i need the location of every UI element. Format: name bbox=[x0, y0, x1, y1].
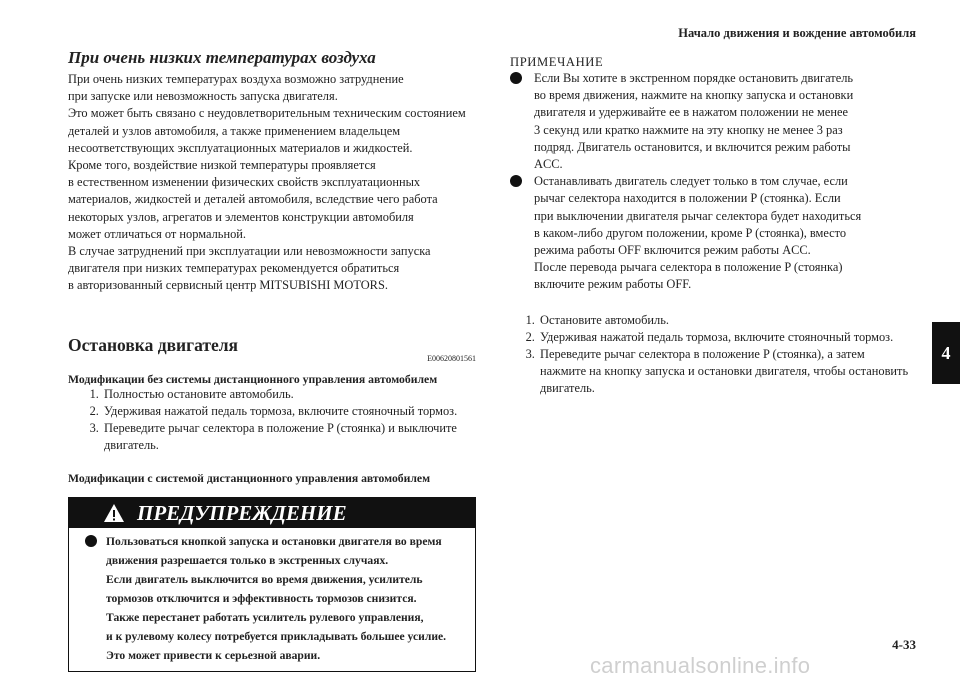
note-title: ПРИМЕЧАНИЕ bbox=[510, 55, 604, 69]
text-line: при запуске или невозможность запуска двигателя. bbox=[68, 89, 338, 104]
warning-text bbox=[106, 532, 446, 665]
text-line: 3 секунд или кратко нажмите на эту кнопку не менее 3 раз bbox=[534, 122, 843, 137]
subsection-without-keyless: Модификации без системы дистанционного управления автомобилем bbox=[68, 372, 438, 386]
text-line: рычаг селектора находится в положении P (стоянка). Если bbox=[534, 191, 841, 206]
text-line: материалов, жидкостей и деталей автомобиля, вследствие чего работа bbox=[68, 192, 438, 207]
list-item: 2. Удерживая нажатой педаль тормоза, включите стояночный тормоз. bbox=[102, 403, 476, 420]
note-text bbox=[534, 70, 853, 173]
text-line: во время движения, нажмите на кнопку запуска и остановки bbox=[534, 88, 854, 103]
bullet-icon bbox=[510, 175, 522, 187]
warning-body bbox=[69, 528, 475, 671]
engine-stop-title: Остановка двигателя bbox=[68, 334, 239, 355]
text-line: Также перестанет работать усилитель рулевого управления, bbox=[106, 611, 424, 625]
warning-header bbox=[69, 498, 475, 528]
note-item bbox=[510, 70, 910, 173]
left-column bbox=[68, 48, 476, 672]
text-line: при выключении двигателя рычаг селектора будет находиться bbox=[534, 208, 862, 223]
text-line: подряд. Двигатель остановится, и включится режим работы bbox=[534, 139, 851, 154]
text-line: движения разрешается только в экстренных случаях. bbox=[106, 554, 389, 568]
cold-weather-title: При очень низких температурах воздуха bbox=[68, 48, 376, 67]
text-line: Это может быть связано с неудовлетворительным техническим состоянием bbox=[68, 106, 466, 121]
chapter-tab: 4 bbox=[932, 322, 960, 384]
list-item: 1. Полностью остановите автомобиль. bbox=[102, 386, 476, 403]
text-line: двигателя и удерживайте ее в нажатом положении не менее bbox=[534, 105, 848, 120]
text-line: режима работы OFF включится режим работы ACC. bbox=[534, 243, 811, 258]
bullet-icon bbox=[510, 72, 522, 84]
text-line: При очень низких температурах воздуха возможно затруднение bbox=[68, 72, 404, 86]
text-line: в авторизованный сервисный центр MITSUBISHI MOTORS. bbox=[68, 278, 388, 293]
bullet-icon bbox=[85, 535, 97, 547]
text-line: Кроме того, воздействие низкой температуры проявляется bbox=[68, 158, 376, 173]
watermark: carmanualsonline.info bbox=[590, 653, 811, 678]
list-item: 2. Удерживая нажатой педаль тормоза, включите стояночный тормоз. bbox=[538, 329, 910, 346]
list-item: 3. Переведите рычаг селектора в положение P (стоянка) и выключите двигатель. bbox=[102, 420, 476, 454]
text-line: ACC. bbox=[534, 157, 563, 172]
text-line: и к рулевому колесу потребуется прикладывать большее усилие. bbox=[106, 630, 447, 644]
text-line: может отличаться от нормальной. bbox=[68, 226, 246, 241]
text-line: Если Вы хотите в экстренном порядке остановить двигатель bbox=[534, 71, 854, 85]
warning-title: ПРЕДУПРЕЖДЕНИЕ bbox=[137, 500, 347, 525]
text-line: После перевода рычага селектора в положение P (стоянка) bbox=[534, 260, 843, 275]
right-column bbox=[510, 55, 910, 398]
subsection-with-keyless: Модификации с системой дистанционного управления автомобилем bbox=[68, 472, 431, 486]
steps-with-keyless bbox=[510, 312, 910, 398]
list-item: 1. Остановите автомобиль. bbox=[538, 312, 910, 329]
text-line: деталей и узлов автомобиля, а также применением владельцем bbox=[68, 123, 401, 138]
section-code: E00620801561 bbox=[427, 353, 476, 363]
text-line: в естественном изменении физических свойств эксплуатационных bbox=[68, 175, 421, 190]
note-text bbox=[534, 173, 861, 293]
text-line: включите режим работы OFF. bbox=[534, 277, 692, 292]
text-line: Пользоваться кнопкой запуска и остановки двигателя во время bbox=[106, 535, 442, 549]
note-item bbox=[510, 173, 910, 293]
warning-triangle-icon bbox=[103, 503, 125, 523]
warning-box bbox=[68, 497, 476, 672]
text-line: В случае затруднений при эксплуатации или невозможности запуска bbox=[68, 244, 431, 259]
text-line: двигателя при низких температурах рекомендуется обратиться bbox=[68, 261, 400, 276]
text-line: тормозов отключится и эффективность тормозов снизится. bbox=[106, 592, 417, 606]
steps-list bbox=[510, 312, 910, 398]
text-line: некоторых узлов, агрегатов и элементов конструкции автомобиля bbox=[68, 209, 414, 224]
text-line: Это может привести к серьезной аварии. bbox=[106, 649, 321, 663]
page-number: 4-33 bbox=[892, 637, 916, 652]
text-line: Если двигатель выключится во время движения, усилитель bbox=[106, 573, 423, 587]
text-line: несоответствующих эксплуатационных материалов и жидкостей. bbox=[68, 140, 413, 155]
steps-without-keyless bbox=[68, 386, 476, 455]
text-line: Останавливать двигатель следует только в том случае, если bbox=[534, 174, 848, 189]
cold-weather-text bbox=[68, 71, 476, 295]
text-line: в каком-либо другом положении, кроме P (стоянка), вместо bbox=[534, 225, 847, 240]
list-item: 3. Переведите рычаг селектора в положение P (стоянка), а затем нажмите на кнопку запуска и остановки двигателя, чтобы остановить двигатель. bbox=[538, 346, 910, 398]
running-header: Начало движения и вождение автомобиля bbox=[678, 26, 916, 40]
